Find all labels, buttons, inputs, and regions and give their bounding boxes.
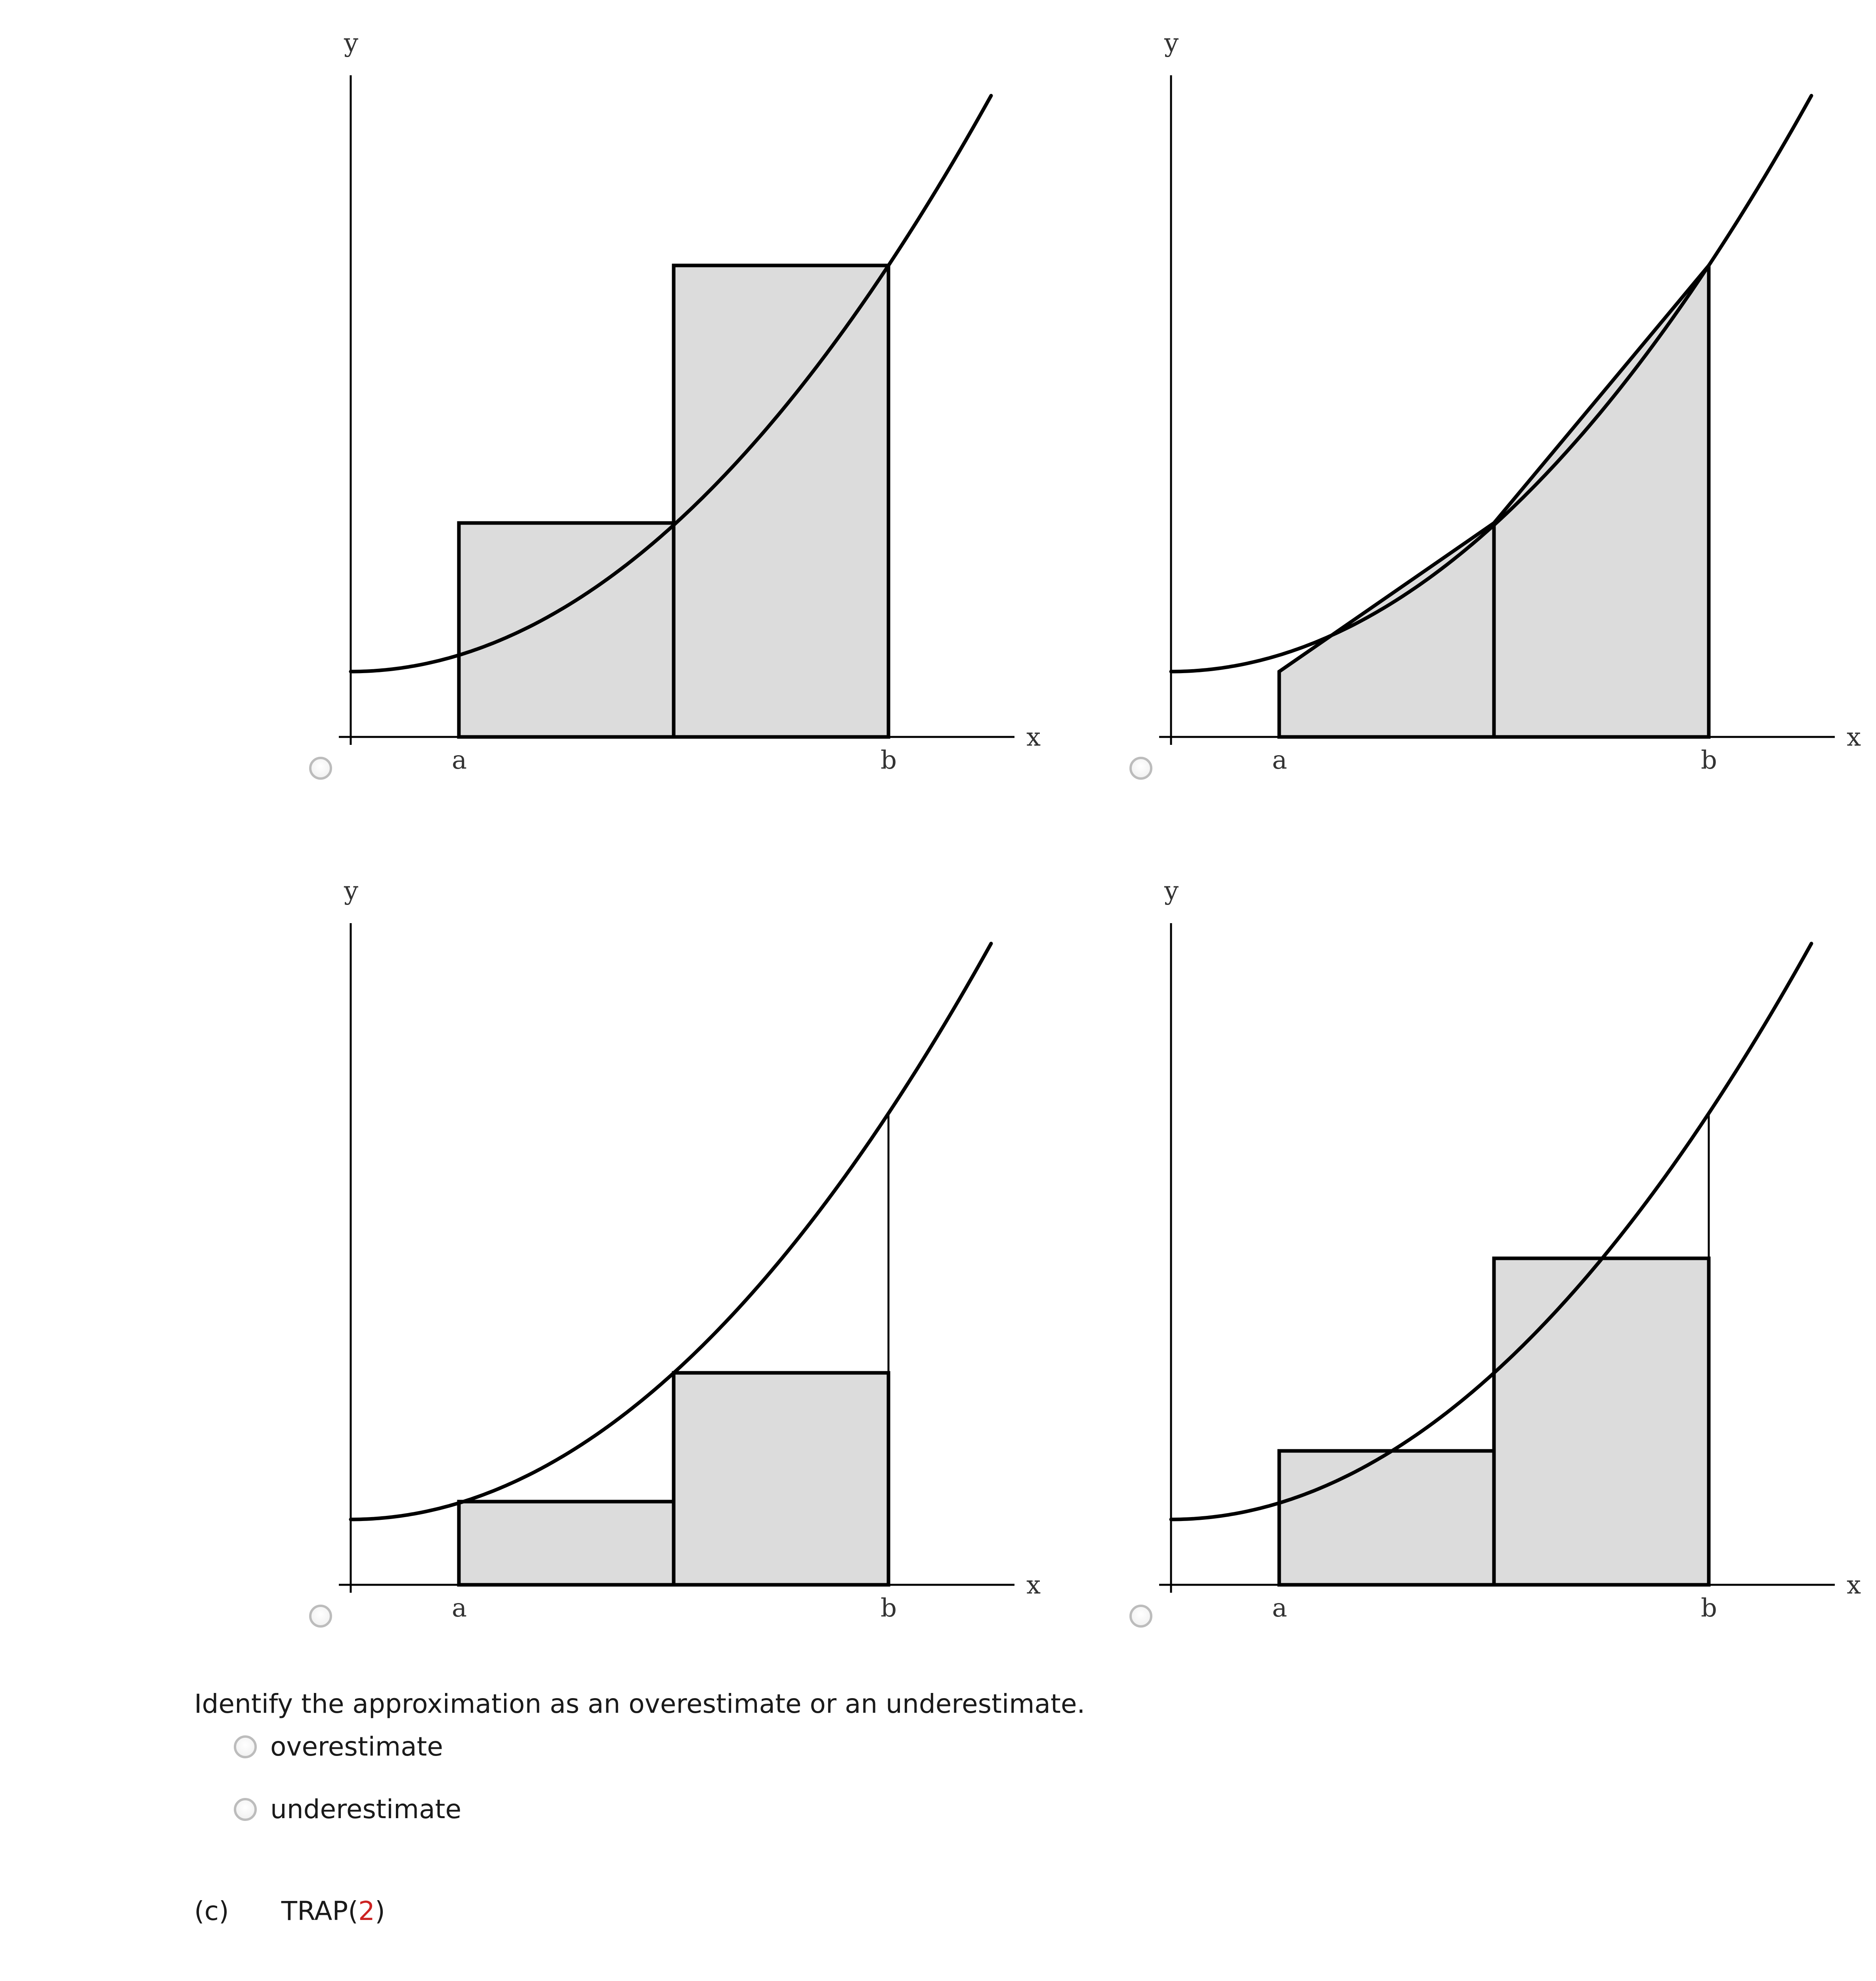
x-axis-label: x — [1026, 723, 1041, 752]
part-c-expr-prefix: TRAP( — [281, 1896, 358, 1926]
function-curve — [351, 943, 991, 1519]
a-label: a — [1272, 746, 1288, 775]
graph-left-rectangles — [309, 876, 1070, 1644]
part-c — [194, 1896, 385, 1926]
rectangle-1 — [459, 1502, 674, 1585]
graph-midpoint-rectangles — [1129, 876, 1876, 1644]
graph-1-radio[interactable] — [309, 757, 332, 780]
x-axis-label: x — [1847, 723, 1861, 752]
a-label: a — [452, 1594, 467, 1623]
part-c-label: (c) — [194, 1896, 229, 1926]
graph-2-radio[interactable] — [1129, 757, 1152, 780]
b-label: b — [1701, 746, 1717, 775]
b-label: b — [1701, 1594, 1717, 1623]
y-axis-label: y — [1164, 29, 1179, 58]
option-overestimate[interactable] — [234, 1731, 443, 1762]
underestimate-label: underestimate — [270, 1794, 462, 1825]
y-axis-label: y — [344, 876, 359, 906]
x-axis-label: x — [1847, 1571, 1861, 1600]
part-c-expr-number: 2 — [358, 1896, 375, 1926]
rectangle-2 — [1494, 1258, 1709, 1585]
y-axis-label: y — [344, 29, 359, 58]
a-label: a — [1272, 1594, 1288, 1623]
b-label: b — [881, 746, 897, 775]
graph-left-rectangles-svg — [309, 876, 1070, 1644]
rectangle-2 — [674, 1373, 888, 1585]
underestimate-radio[interactable] — [234, 1798, 257, 1821]
graph-4-radio[interactable] — [1129, 1605, 1152, 1628]
graph-trapezoids-svg — [1129, 28, 1876, 796]
rectangle-2 — [674, 265, 888, 737]
question-prompt: Identify the approximation as an overestimate or an underestimate. — [194, 1689, 1085, 1719]
option-underestimate[interactable] — [234, 1794, 461, 1825]
graph-3-radio[interactable] — [309, 1605, 332, 1628]
overestimate-radio[interactable] — [234, 1735, 257, 1758]
b-label: b — [881, 1594, 897, 1623]
x-axis-label: x — [1026, 1571, 1041, 1600]
y-axis-label: y — [1164, 876, 1179, 906]
part-c-expr-suffix: ) — [374, 1896, 385, 1926]
trapezoid-2 — [1494, 265, 1709, 737]
function-curve — [1171, 943, 1811, 1519]
rectangle-1 — [1279, 1451, 1494, 1585]
graph-midpoint-rectangles-svg — [1129, 876, 1876, 1644]
graph-right-rectangles — [309, 28, 1070, 796]
graph-right-rectangles-svg — [309, 28, 1070, 796]
a-label: a — [452, 746, 467, 775]
graph-trapezoids — [1129, 28, 1876, 796]
overestimate-label: overestimate — [270, 1731, 443, 1762]
